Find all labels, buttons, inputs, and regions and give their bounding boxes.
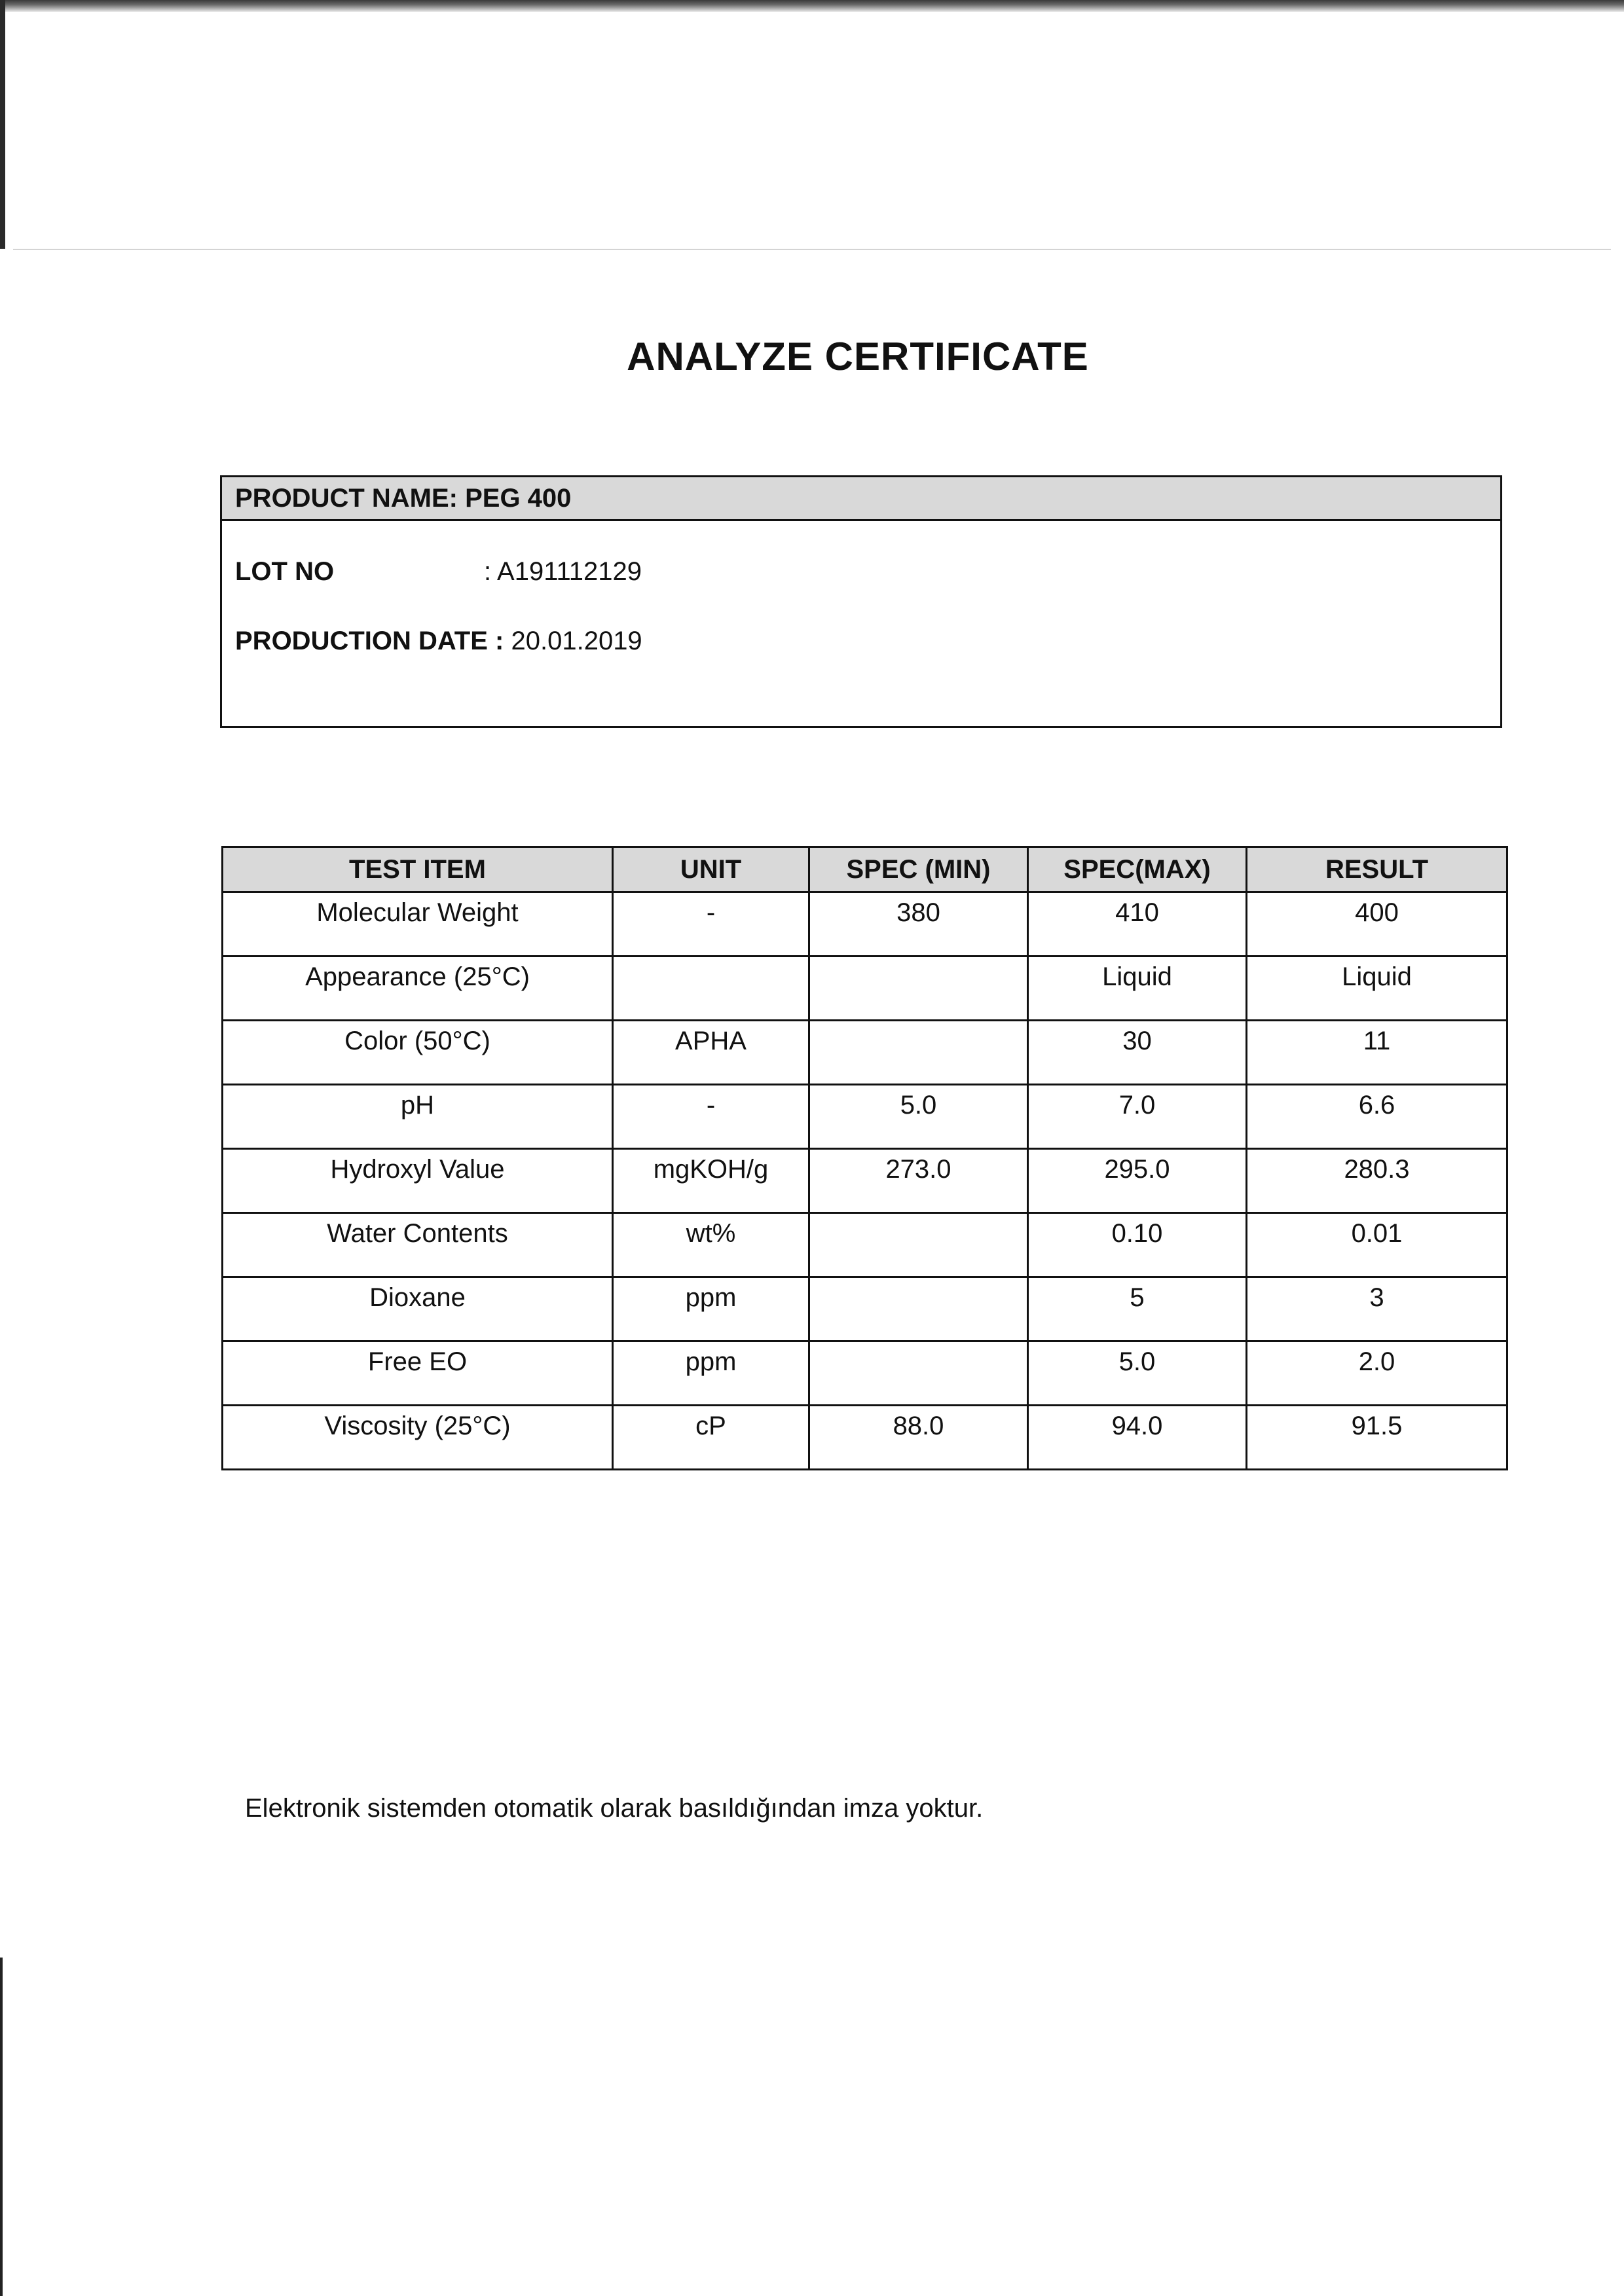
test-item-cell: Free EO: [223, 1341, 613, 1406]
spec-max-cell: Liquid: [1028, 957, 1247, 1021]
paper-fold-line: [13, 249, 1611, 250]
unit-cell: wt%: [613, 1213, 809, 1277]
test-item-cell: Hydroxyl Value: [223, 1149, 613, 1213]
spec-max-cell: 94.0: [1028, 1406, 1247, 1470]
result-cell: 0.01: [1247, 1213, 1507, 1277]
spec-min-cell: 5.0: [809, 1085, 1028, 1149]
spec-min-cell: [809, 957, 1028, 1021]
spec-min-cell: 88.0: [809, 1406, 1028, 1470]
test-item-cell: Viscosity (25°C): [223, 1406, 613, 1470]
production-date-label: PRODUCTION DATE :: [235, 627, 504, 655]
spec-max-cell: 410: [1028, 892, 1247, 957]
unit-cell: ppm: [613, 1341, 809, 1406]
footer-note: Elektronik sistemden otomatik olarak basıldığından imza yoktur.: [245, 1794, 984, 1823]
spec-min-cell: [809, 1277, 1028, 1341]
spec-min-cell: 273.0: [809, 1149, 1028, 1213]
test-item-cell: Water Contents: [223, 1213, 613, 1277]
test-item-cell: pH: [223, 1085, 613, 1149]
page-title: ANALYZE CERTIFICATE: [627, 335, 1089, 378]
table-row: [223, 1085, 1507, 1149]
spec-min-cell: [809, 1213, 1028, 1277]
table-row: [223, 957, 1507, 1021]
result-cell: 400: [1247, 892, 1507, 957]
result-cell: 2.0: [1247, 1341, 1507, 1406]
spec-min-cell: [809, 1021, 1028, 1085]
column-header-unit: UNIT: [613, 847, 809, 892]
column-header-spec-max: SPEC(MAX): [1028, 847, 1247, 892]
spec-max-cell: 5: [1028, 1277, 1247, 1341]
result-cell: 11: [1247, 1021, 1507, 1085]
unit-cell: -: [613, 892, 809, 957]
unit-cell: [613, 957, 809, 1021]
scan-shadow-top: [0, 0, 1624, 12]
test-item-cell: Dioxane: [223, 1277, 613, 1341]
result-cell: Liquid: [1247, 957, 1507, 1021]
test-item-cell: Appearance (25°C): [223, 957, 613, 1021]
spec-min-cell: [809, 1341, 1028, 1406]
scan-shadow-left: [0, 0, 5, 249]
spec-min-cell: 380: [809, 892, 1028, 957]
result-cell: 91.5: [1247, 1406, 1507, 1470]
unit-cell: ppm: [613, 1277, 809, 1341]
lot-row: [235, 557, 642, 587]
product-name: PRODUCT NAME: PEG 400: [222, 477, 1500, 521]
column-header-result: RESULT: [1247, 847, 1507, 892]
production-date-value: 20.01.2019: [511, 627, 642, 655]
production-date-row: [235, 627, 642, 656]
result-cell: 280.3: [1247, 1149, 1507, 1213]
table-row: [223, 1213, 1507, 1277]
unit-cell: cP: [613, 1406, 809, 1470]
unit-cell: APHA: [613, 1021, 809, 1085]
table-header-row: [223, 847, 1507, 892]
table-row: [223, 1021, 1507, 1085]
results-table: [221, 846, 1508, 1470]
spec-max-cell: 295.0: [1028, 1149, 1247, 1213]
column-header-test-item: TEST ITEM: [223, 847, 613, 892]
spec-max-cell: 30: [1028, 1021, 1247, 1085]
lot-label: LOT NO: [235, 557, 335, 586]
table-row: [223, 892, 1507, 957]
table-row: [223, 1406, 1507, 1470]
spec-max-cell: 7.0: [1028, 1085, 1247, 1149]
table-row: [223, 1277, 1507, 1341]
result-cell: 3: [1247, 1277, 1507, 1341]
test-item-cell: Color (50°C): [223, 1021, 613, 1085]
lot-value: : A191112129: [484, 557, 642, 586]
spec-max-cell: 5.0: [1028, 1341, 1247, 1406]
unit-cell: mgKOH/g: [613, 1149, 809, 1213]
test-item-cell: Molecular Weight: [223, 892, 613, 957]
spec-max-cell: 0.10: [1028, 1213, 1247, 1277]
table-row: [223, 1341, 1507, 1406]
product-info-box: [220, 475, 1502, 728]
scan-edge-mark: [0, 1958, 3, 2296]
result-cell: 6.6: [1247, 1085, 1507, 1149]
unit-cell: -: [613, 1085, 809, 1149]
table-row: [223, 1149, 1507, 1213]
column-header-spec-min: SPEC (MIN): [809, 847, 1028, 892]
